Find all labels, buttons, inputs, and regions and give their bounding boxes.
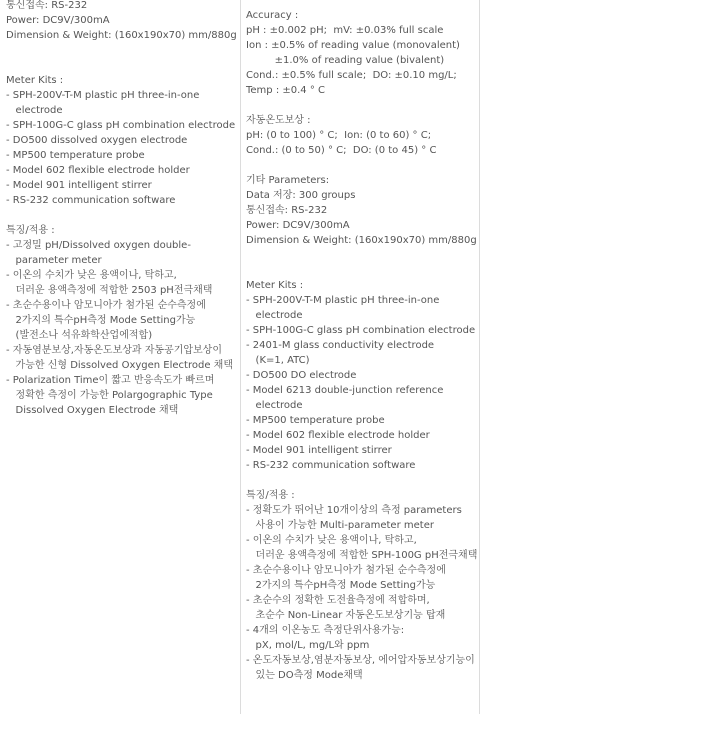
spec-line: - SPH-200V-T-M plastic pH three-in-one [246,295,440,306]
spec-line: Cond.: (0 to 50) ° C; DO: (0 to 45) ° C [246,145,437,156]
spec-line: - Model 602 flexible electrode holder [6,165,190,176]
spec-line: - Model 602 flexible electrode holder [246,430,430,441]
spec-line [6,43,238,58]
spec-line [246,473,478,488]
spec-line: pH: (0 to 100) ° C; Ion: (0 to 60) ° C; [246,130,432,141]
spec-line: 2가지의 특수pH측정 Mode Setting가능 [6,315,196,326]
spec-line: - RS-232 communication software [6,195,176,206]
spec-line: 더러운 용액측정에 적합한 2503 pH전극채택 [6,285,213,296]
spec-line: pX, mol/L, mg/L와 ppm [246,640,370,651]
spec-line: 기타 Parameters: [246,175,330,186]
column-divider-1 [240,0,241,714]
spec-line: - 정확도가 뛰어난 10개이상의 측정 parameters [246,505,462,516]
spec-line [6,58,238,73]
column-divider-2 [479,0,480,714]
spec-line: 사용이 가능한 Multi-parameter meter [246,520,434,531]
spec-line: 통신접속: RS-232 [6,0,88,11]
spec-line: Data 저장: 300 groups [246,190,356,201]
spec-line: 초순수 Non-Linear 자동온도보상기능 탑재 [246,610,446,621]
spec-line: - SPH-100G-C glass pH combination electrode [6,120,236,131]
spec-line [6,208,238,223]
spec-line [246,248,478,263]
spec-line: 특징/적용 : [6,225,55,236]
spec-line: 특징/적용 : [246,490,295,501]
spec-line: (K=1, ATC) [246,355,310,366]
spec-line: 있는 DO측정 Mode채택 [246,670,363,681]
spec-line: 자동온도보상 : [246,115,311,126]
spec-line: - 2401-M glass conductivity electrode [246,340,435,351]
spec-line: electrode [6,105,63,116]
spec-line: - 초순수용이나 암모니아가 첨가된 순수측정에 [246,565,446,576]
spec-line: - Model 901 intelligent stirrer [6,180,152,191]
spec-line: Cond.: ±0.5% full scale; DO: ±0.10 mg/L; [246,70,457,81]
spec-line: 정확한 측정이 가능한 Polargographic Type [6,390,213,401]
spec-line: parameter meter [6,255,102,266]
spec-line: 가능한 신형 Dissolved Oxygen Electrode 채택 [6,360,233,371]
spec-line: Dimension & Weight: (160x190x70) mm/880g [246,235,477,246]
spec-line: 2가지의 특수pH측정 Mode Setting가능 [246,580,436,591]
spec-column-2 [246,8,478,683]
spec-line: - 초순수용이나 암모니아가 첨가된 순수측정에 [6,300,206,311]
spec-column-1 [6,0,238,418]
spec-line: - 4개의 이온농도 측정단위사용가능: [246,625,405,636]
spec-line: - Model 6213 double-junction reference [246,385,444,396]
spec-line: Ion : ±0.5% of reading value (monovalent) [246,40,460,51]
spec-line [246,158,478,173]
spec-line: - Polarization Time이 짧고 반응속도가 빠르며 [6,375,215,386]
spec-line: - DO500 DO electrode [246,370,357,381]
spec-line: - RS-232 communication software [246,460,416,471]
spec-line: Power: DC9V/300mA [246,220,350,231]
spec-line: - 자동염분보상,자동온도보상과 자동공기압보상이 [6,345,223,356]
spec-line: ±1.0% of reading value (bivalent) [246,55,445,66]
spec-line: - Model 901 intelligent stirrer [246,445,392,456]
spec-line: - DO500 dissolved oxygen electrode [6,135,188,146]
spec-line: - SPH-100G-C glass pH combination electrode [246,325,476,336]
spec-line [246,98,478,113]
spec-line: - 이온의 수치가 낮은 용액이나, 탁하고, [246,535,417,546]
spec-line: - MP500 temperature probe [246,415,385,426]
spec-line: - MP500 temperature probe [6,150,145,161]
spec-line [246,263,478,278]
spec-line: - 고정밀 pH/Dissolved oxygen double- [6,240,191,251]
spec-line: Dissolved Oxygen Electrode 채택 [6,405,179,416]
spec-line: 더러운 용액측정에 적합한 SPH-100G pH전극채택 [246,550,478,561]
spec-line: Temp : ±0.4 ° C [246,85,325,96]
spec-line: - SPH-200V-T-M plastic pH three-in-one [6,90,200,101]
spec-line: - 이온의 수치가 낮은 용액이나, 탁하고, [6,270,177,281]
spec-line: (발전소나 석유화학산업에적합) [6,330,153,341]
spec-line: electrode [246,400,303,411]
spec-line: electrode [246,310,303,321]
spec-line: Meter Kits : [6,75,64,86]
spec-line: - 온도자동보상,염분자동보상, 에어압자동보상기능이 [246,655,475,666]
spec-line: pH : ±0.002 pH; mV: ±0.03% full scale [246,25,444,36]
spec-line: Meter Kits : [246,280,304,291]
spec-line: - 초순수의 정확한 도전율측정에 적합하며, [246,595,430,606]
spec-line: Accuracy : [246,10,299,21]
spec-line: 통신접속: RS-232 [246,205,328,216]
spec-line: Dimension & Weight: (160x190x70) mm/880g [6,30,237,41]
spec-line: Power: DC9V/300mA [6,15,110,26]
